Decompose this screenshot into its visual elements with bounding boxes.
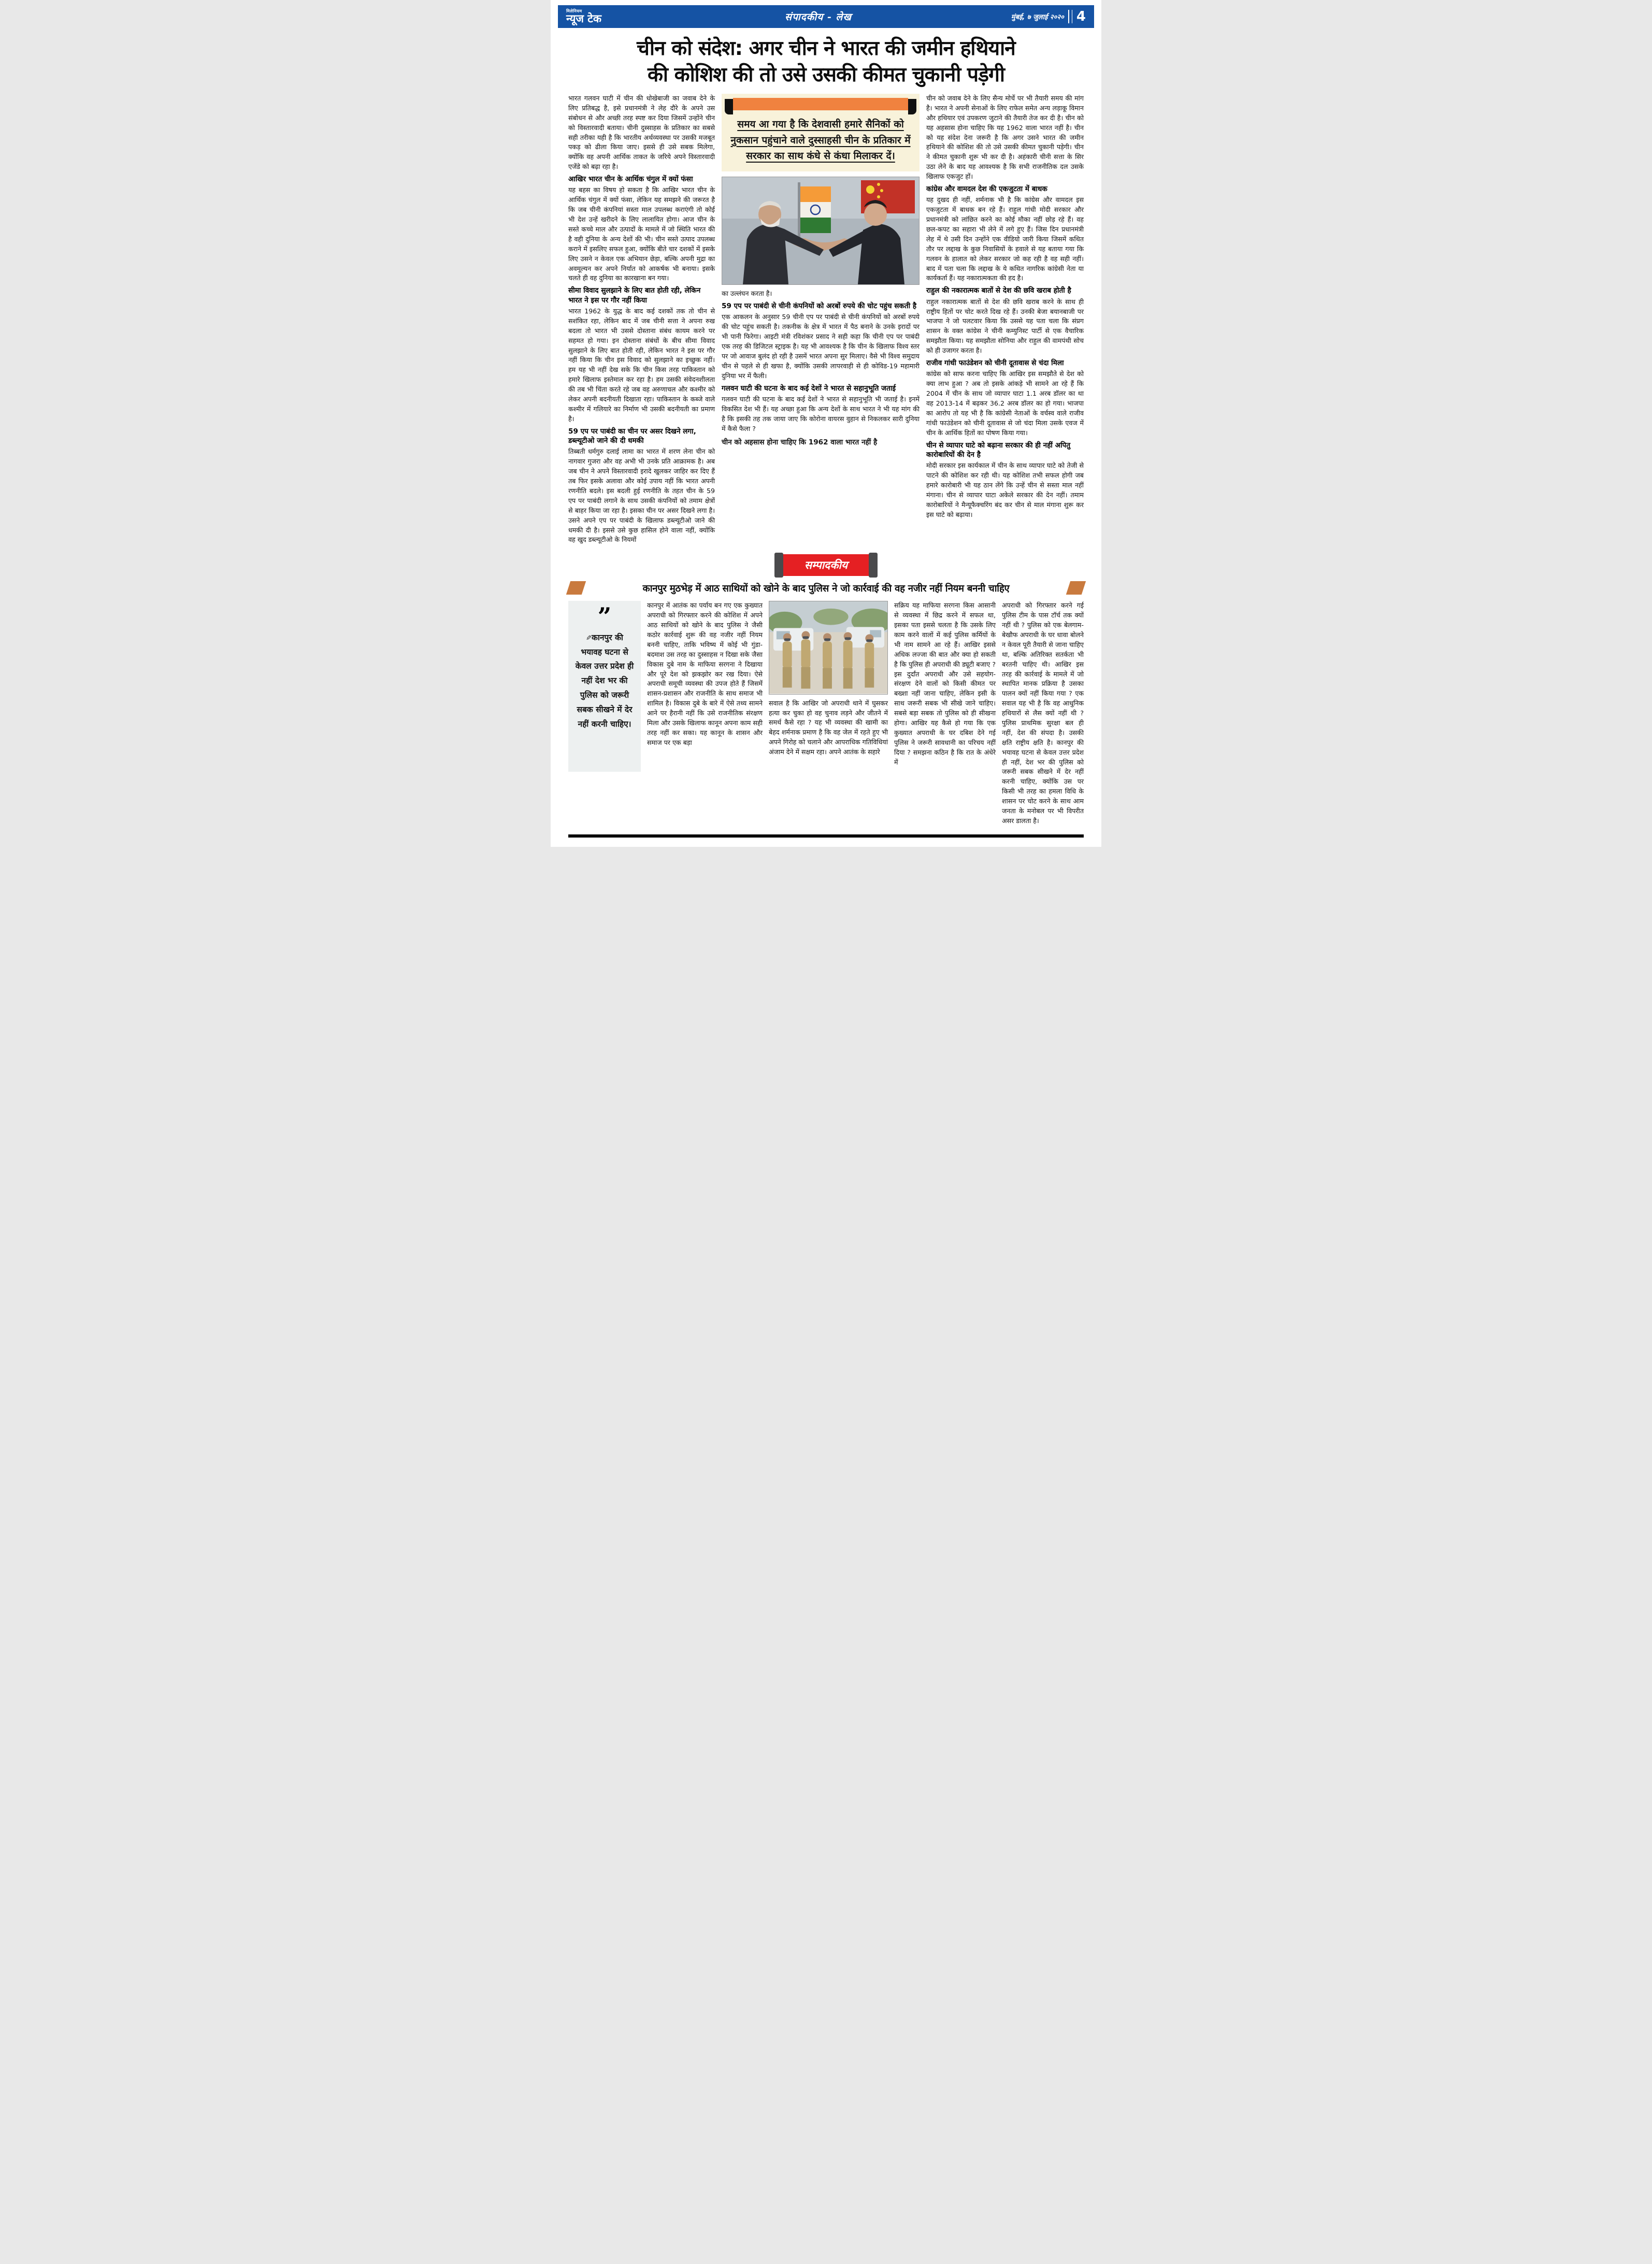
- editorial-column-5: [1002, 601, 1084, 827]
- paragraph: सवाल है कि आखिर जो अपराधी थाने में घुसकर हत्या कर चुका हो वह चुनाव लड़ने और जीतने में समर्थ कैसे रहा ? यह भी व्यवस्था की खामी का बेहद शर्मनाक प्रमाण है कि वह जेल में रहते हुए भी अपने गिरोह को चलाने और आपराधिक गतिविधियां अंजाम देने में सक्षम रहा। अपने आतंक के सहारे: [769, 699, 888, 756]
- paragraph: का उल्लंघन करता है।: [722, 290, 772, 298]
- pull-quote-box: [568, 601, 641, 772]
- paragraph: तिब्बती धर्मगुरु दलाई लामा का भारत में शरण लेना चीन को नागवार गुजरा और वह अभी भी उनके प्रति आक्रामक है। अब जब चीन ने अपने विस्तारवादी इरादे खुलकर जाहिर कर दिए हैं तब फिर इसके अलावा और कोई उपाय नहीं कि भारत अपनी रणनीति बदले। इस बदली हुई रणनीति के तहत चीन के 59 एप पर पाबंदी लगाने के साथ उसकी कंपनियों को तमाम क्षेत्रों से बाहर किया जा रहा है। इसका चीन पर असर दिखने लगा है। उसने अपने एप पर पाबंदी के खिलाफ डब्ल्यूटीओ जाने की धमकी दी है। इससे उसे कुछ हासिल होने वाला नहीं, क्योंकि वह खुद डब्ल्यूटीओ के नियमों: [568, 448, 715, 544]
- brand-top-label: मिलेनियम: [566, 8, 582, 13]
- subhead: राहुल की नकारात्मक बातों से देश की छवि खराब होती है: [926, 286, 1071, 295]
- paragraph: कांग्रेस को साफ करना चाहिए कि आखिर इस समझौते से देश को क्या लाभ हुआ ? अब तो इसके आंकड़े भी सामने आ रहे हैं कि 2004 में चीन के साथ जो व्यापार घाटा 1.1 अरब डॉलर का था वह 2013-14 में बढ़कर 36.2 अरब डॉलर का हो गया। भाजपा का आरोप तो यह भी है कि कांग्रेसी नेताओं के वर्चस्व वाले राजीव गांधी फाउंडेशन को चीनी दूतावास से जो चंदा मिला उसके एवज में चीन के आर्थिक हितों का पोषण किया गया।: [926, 370, 1084, 437]
- editorial-column-2: [647, 601, 763, 827]
- lead-right-column: [926, 94, 1084, 546]
- editorial-ribbon: सम्पादकीय: [782, 554, 870, 576]
- highlight-quote-text: समय आ गया है कि देशवासी हमारे सैनिकों को नुकसान पहुंचाने वाले दुस्साहसी चीन के प्रतिकार में सरकार का साथ कंधे से कंधा मिलाकर दें।: [730, 118, 911, 162]
- subhead: सीमा विवाद सुलझाने के लिए बात होती रही, लेकिन भारत ने इस पर गौर नहीं किया: [568, 286, 701, 305]
- subhead: चीन से व्यापार घाटे को बढ़ाना सरकार की ही नहीं अपितु कारोबारियों की देन है: [926, 441, 1071, 459]
- newspaper-page: [551, 0, 1101, 847]
- paragraph: गलवन घाटी की घटना के बाद कई देशों ने भारत से सहानुभूति भी जताई है। इनमें विकसित देश भी हैं। यह अच्छा हुआ कि अन्य देशों के साथ भारत ने भी यह मांग की है कि इसकी तह तक जाया जाए कि कोरोना वायरस वुहान से निकलकर सारी दुनिया में कैसे फैला ?: [722, 395, 920, 432]
- page-number: 4: [1076, 9, 1086, 24]
- highlight-quote-box: [722, 94, 920, 171]
- subhead: गलवन घाटी की घटना के बाद कई देशों ने भारत से सहानुभूति जताई: [722, 384, 896, 393]
- lead-headline-line1: चीन को संदेश: अगर चीन ने भारत की जमीन हथियाने: [637, 37, 1015, 60]
- editorial-photo-police-scene: [769, 601, 888, 694]
- paragraph: मोदी सरकार इस कार्यकाल में चीन के साथ व्यापार घाटे को तेजी से पाटने की कोशिश कर रही थी। यह कोशिश तभी सफल होगी जब हमारे कारोबारी भी यह ठान लेंगे कि उन्हें चीन से सस्ता माल नहीं मंगाना। चीन से व्यापार घाटा अकेले सरकार की देन नहीं। तमाम कारोबारियों ने मैन्यूफैक्चरिंग बंद कर चीन से माल मंगाना शुरू कर इस घाटे को बढ़ाया।: [926, 462, 1084, 518]
- editorial-column-3: [769, 601, 888, 827]
- section-title: संपादकीय - लेख: [785, 11, 852, 23]
- page-bottom-rule: [568, 834, 1084, 838]
- subhead: राजीव गांधी फाउंडेशन को चीनी दूतावास से चंदा मिला: [926, 359, 1064, 367]
- paragraph: यह दुखद ही नहीं, शर्मनाक भी है कि कांग्रेस और वामदल इस एकजुटता में बाधक बन रहे हैं। राहुल गांधी मोदी सरकार और प्रधानमंत्री को लांछित करने का कोई मौका नहीं छोड़ रहे हैं। वह छल-कपट का सहारा भी लेने में लगे हुए हैं। जिस दिन प्रधानमंत्री लेह में थे उसी दिन उन्होंने एक वीडियो जारी किया जिसमें कथित तौर पर लद्दाख के कुछ निवासियों के हवाले से यह बताया गया कि गलवन के हालात को लेकर सरकार जो कह रही है वह सही नहीं। बाद में पता चला कि लद्दाख के ये कथित नागरिक कांग्रेसी नेता या कार्यकर्ता हैं। यह नकारात्मकता की हद है।: [926, 196, 1084, 282]
- masthead-bar: [558, 5, 1094, 28]
- lead-left-column: [568, 94, 715, 546]
- editorial-pullquote-column: [568, 601, 641, 827]
- lead-article: [551, 94, 1101, 546]
- pen-nib-icon: ✎: [586, 634, 592, 642]
- paragraph: चीन को जवाब देने के लिए सैन्य मोर्चे पर भी तैयारी समय की मांग है। भारत ने अपनी सेनाओं के लिए राफेल समेत अन्य लड़ाकू विमान और हथियार एवं उपकरण जुटाने की तैयारी तेज कर दी है। चीन को यह अहसास होना चाहिए कि यह 1962 वाला भारत नहीं है। चीन को यह संदेश देना जरूरी है कि अगर उसने भारत की जमीन हथियाने की कोशिश की तो उसे उसकी कीमत चुकानी पड़ेगी। चीन ने कीमत चुकानी शुरू भी कर दी है। अहंकारी चीनी सत्ता के सिर उठा लेने के बाद यह आवश्यक है कि सभी राजनीतिक दल उसके खिलाफ एकजुट हों।: [926, 94, 1084, 181]
- lead-photo-modi-xi-handshake: [722, 177, 920, 285]
- paragraph: सक्रिय यह माफिया सरगना किस आसानी से व्यवस्था में छिद्र करने में सफल था, इसका पता इससे चलता है कि उसके लिए काम करने वालों में कई पुलिस कर्मियों के भी नाम सामने आ रहे हैं। आखिर इससे अधिक लज्जा की बात और क्या हो सकती है कि पुलिस ही अपराधी की ड्यूटी बजाए ? इस दुर्दांत अपराधी और उसे सहयोग-संरक्षण देने वालों को किसी कीमत पर बख्शा नहीं जाना चाहिए, लेकिन इसी के साथ जरूरी सबक भी सीखे जाने चाहिए। सबसे बड़ा सबक तो पुलिस को ही सीखना होगा। आखिर यह कैसे हो गया कि एक कुख्यात अपराधी के घर दबिश देने गई पुलिस ने जरूरी सावधानी का परिचय नहीं दिया ? समझना कठिन है कि रात के अंधेरे में: [894, 601, 996, 766]
- subhead: 59 एप पर पाबंदी से चीनी कंपनियों को अरबों रुपये की चोट पहुंच सकती है: [722, 302, 917, 311]
- bold-statement: चीन को अहसास होना चाहिए कि 1962 वाला भारत नहीं है: [722, 438, 878, 446]
- paragraph: भारत 1962 के युद्ध के बाद कई दशकों तक तो चीन से सशंकित रहा, लेकिन बाद में जब चीनी सत्ता ने अपना रुख बदला तो भारत भी उससे दोस्ताना संबंध कायम करने पर सहमत हो गया। इन दोस्ताना संबंधों के बीच सीमा विवाद सुलझाने के लिए बात होती रही, लेकिन भारत ने इस पर गौर नहीं किया कि चीन इस विवाद को सुलझाने का इच्छुक नहीं। हम यह भी नहीं देख सके कि चीन किस तरह पाकिस्तान को हमारे खिलाफ इस्तेमाल कर रहा है। हम उसकी संवेदनशीलता की तब भी चिंता करते रहे जब वह अरुणाचल और कश्मीर को लेकर अपनी बदनीयती दिखाता रहा। पाकिस्तान के कब्जे वाले कश्मीर में गलियारे का निर्माण भी उसकी बदनीयती का प्रमाण है।: [568, 307, 715, 423]
- paragraph: भारत गलवन घाटी में चीन की धोखेबाजी का जवाब देने के लिए प्रतिबद्ध है, इसे प्रधानमंत्री ने लेह दौरे के अपने उस संबोधन से और अच्छी तरह स्पष्ट कर दिया जिसमें उन्होंने चीन को विस्तारवादी बताया। चीनी दुस्साहस के प्रतिकार का सबसे सही तरीका यही है कि भारतीय अर्थव्यवस्था पर उसकी मजबूत पकड़ को ढीला किया जाए। इससे ही उसे सबक मिलेगा, क्योंकि वह अपनी आर्थिक ताकत के जरिये अपने विस्तारवादी एजेंडे को बढ़ा रहा है।: [568, 94, 715, 171]
- lead-headline-line2: की कोशिश की तो उसे उसकी कीमत चुकानी पड़ेगी: [647, 63, 1005, 87]
- lead-middle-column: [722, 94, 920, 546]
- subhead: कांग्रेस और वामदल देश की एकजुटता में बाधक: [926, 184, 1047, 193]
- editorial-section: [551, 554, 1101, 576]
- masthead-divider: [1068, 10, 1072, 23]
- editorial-headline-bar: [551, 581, 1101, 595]
- brand-main-label: न्यूज टेक: [566, 12, 601, 25]
- brand-logo: [566, 9, 680, 24]
- paragraph: राहुल नकारात्मक बातों से देश की छवि खराब करने के साथ ही राष्ट्रीय हितों पर चोट करते दिख रहे हैं। उनकी बेजा बयानबाजी पर भाजपा ने जो पलटवार किया कि उससे यह पता चला कि संप्रग शासन के वक्त कांग्रेस ने चीनी कम्युनिस्ट पार्टी से एक वैचारिक समझौता किया। यह समझौता सोनिया और राहुल की वामपंथी सोच को ही उजागर करता है।: [926, 297, 1084, 355]
- editorial-headline: कानपुर मुठभेड़ में आठ साथियों को खोने के बाद पुलिस ने जो कार्रवाई की वह नजीर नहीं नियम बननी चाहिए: [642, 583, 1010, 594]
- editorial-body: [551, 601, 1101, 827]
- paragraph: यह बहस का विषय हो सकता है कि आखिर भारत चीन के आर्थिक चंगुल में क्यों फंसा, लेकिन यह समझने की जरूरत है कि जब चीनी कंपनियां सस्ता माल उपलब्ध कराएंगी तो कोई भी देश उन्हें खरीदने के लिए लालायित होगा। आज चीन के सस्ते कच्चे माल और उत्पादों के मामले में जो स्थिति भारत की है वही दुनिया के अन्य देशों की भी। चीन सस्ते उत्पाद उपलब्ध कराने में इसलिए सफल हुआ, क्योंकि बीते चार दशकों में इसके लिए उसने न केवल एक अभियान छेड़ा, बल्कि अपनी मुद्रा का अवमूल्यन कर अपने निर्यात को आकर्षक भी बनाया। इसके चलते ही वह दुनिया का कारखाना बन गया।: [568, 186, 715, 282]
- paragraph: एक आकलन के अनुसार 59 चीनी एप पर पाबंदी से चीनी कंपनियों को अरबों रुपये की चोट पहुंच सकती है। तकनीक के क्षेत्र में भारत में पैठ बनाने के उनके इरादों पर भी पानी फिरेगा। आइटी मंत्री रविशंकर प्रसाद ने सही कहा कि चीनी एप पर पाबंदी एक तरह की डिजिटल स्ट्राइक है। यह भी आवश्यक है कि चीन के खिलाफ विश्व स्तर पर जो आवाज बुलंद हो रही है उसमें भारत अपना सुर मिलाए। वैसे भी विश्व समुदाय चीन से पहले से ही खफा है, क्योंकि उसकी लापरवाही से ही कोविड-19 महामारी दुनिया भर में फैली।: [722, 313, 920, 380]
- pull-quote-body: कानपुर की भयावह घटना से केवल उत्तर प्रदेश ही नहीं देश भर की पुलिस को जरूरी सबक सीखने में देर नहीं करनी चाहिए।: [575, 632, 634, 729]
- editorial-column-4: [894, 601, 996, 827]
- orange-block-right-icon: [1066, 581, 1086, 595]
- masthead-right: [956, 9, 1086, 24]
- paragraph: अपराधी को गिरफ्तार करने गई पुलिस टीम के पास टॉर्च तक क्यों नहीं थी ? पुलिस को एक बेलगाम-बेखौफ अपराधी के घर धावा बोलने न केवल पूरी तैयारी से जाना चाहिए था, बल्कि अतिरिक्त सतर्कता भी बरतनी चाहिए थी। आखिर इस तरह की कार्रवाई के मामले में जो स्थापित मानक प्रक्रिया है उसका पालन क्यों नहीं किया गया ? एक सवाल यह भी है कि वह आधुनिक हथियारों से लैस क्यों नहीं थी ? पुलिस प्राथमिक सुरक्षा बल ही नहीं, देश की संपदा है। उसकी क्षति राष्ट्रीय क्षति है। कानपुर की भयावह घटना से केवल उत्तर प्रदेश ही नहीं, देश भर की पुलिस को जरूरी सबक सीखने में देर नहीं करनी चाहिए, क्योंकि उस पर किसी भी तरह का हमला विधि के शासन पर चोट करने के साथ आम जनता के मनोबल पर भी विपरीत असर डालता है।: [1002, 601, 1084, 825]
- subhead: आखिर भारत चीन के आर्थिक चंगुल में क्यों फंसा: [568, 175, 693, 184]
- paragraph: कानपुर में आतंक का पर्याय बन गए एक कुख्यात अपराधी को गिरफ्तार करने की कोशिश में अपने आठ साथियों को खोने के बाद पुलिस ने जैसी कठोर कार्रवाई शुरू की वह नजीर नहीं नियम बननी चाहिए, ताकि भविष्य में कोई भी गुंडा-बदमाश उस तरह का दुस्साहस न दिखा सके जैसा विकास दुबे नाम के माफिया सरगना ने दिखाया और पूरे देश को झकझोर कर रख दिया। ऐसे अपराधी समूची व्यवस्था की उपज होते हैं जिसमें शासन-प्रशासन और राजनीति के साथ समाज भी शामिल है। विकास दुबे के बारे में ऐसे तथ्य सामने आने पर हैरानी नहीं कि उसे राजनीतिक संरक्षण मिला और उसके खिलाफ कानून अपना काम सही तरह नहीं कर सका। यह कानून के शासन और समाज पर एक बड़ा: [647, 601, 763, 746]
- edition-date: मुंबई, ७ जुलाई २०२०: [1011, 13, 1064, 21]
- quote-mark-icon: ”: [597, 602, 612, 631]
- lead-headline: [556, 35, 1096, 89]
- subhead: 59 एप पर पाबंदी का चीन पर असर दिखने लगा, डब्ल्यूटीओ जाने की दी धमकी: [568, 427, 696, 445]
- pull-quote-text: [574, 631, 635, 732]
- orange-block-left-icon: [566, 581, 586, 595]
- ribbon-banner-icon: [733, 98, 908, 110]
